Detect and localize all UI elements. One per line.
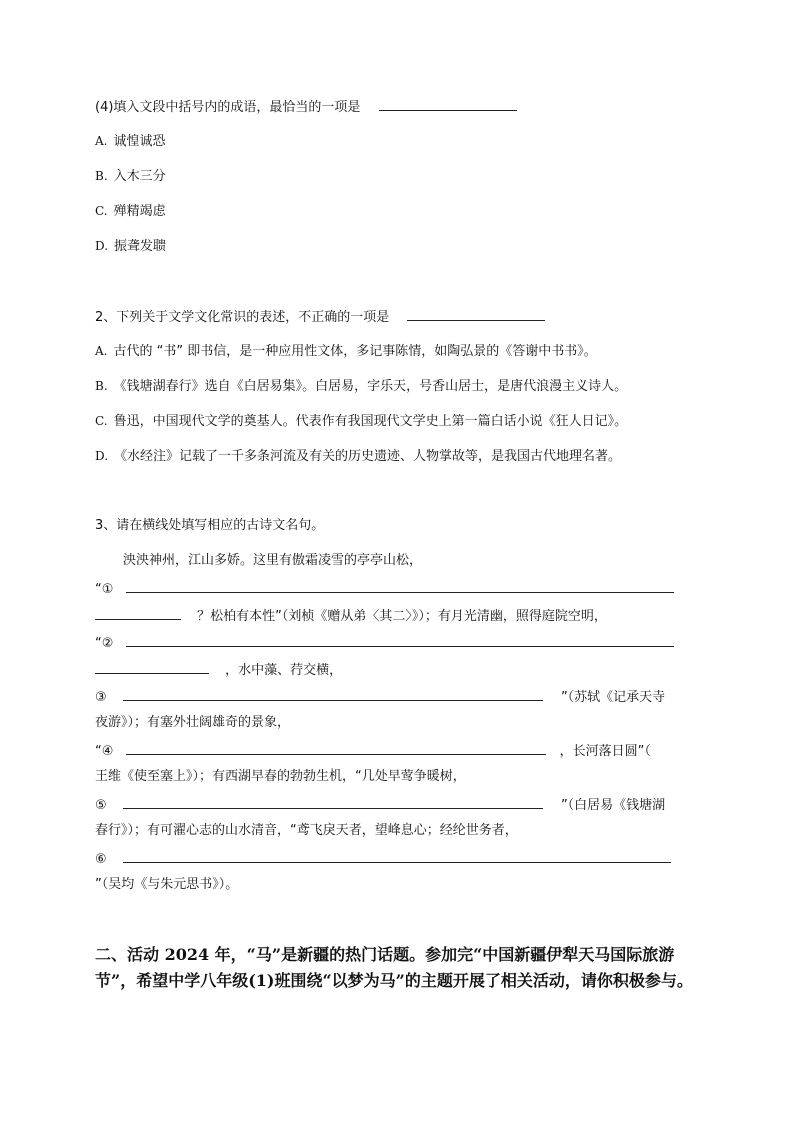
q4-option-b[interactable]: B. 入木三分	[95, 169, 166, 184]
q3-line-9: ⑤ ”（白居易《钱塘湖	[95, 794, 699, 816]
q3-text-intro: 泱泱神州，江山多娇。这里有傲霜凌雪的亭亭山松，	[123, 553, 423, 568]
q3-line-1: “①	[95, 578, 699, 600]
q2-prompt-line	[95, 306, 699, 328]
q4-answer-blank[interactable]	[379, 96, 517, 111]
q3-line-7: “④ ，长河落日圆”（	[95, 740, 699, 762]
q4-prompt-line	[95, 96, 699, 118]
q3-prompt: 3、请在横线处填写相应的古诗文名句。	[95, 518, 325, 533]
blank-6[interactable]	[123, 848, 671, 863]
q2-option-a[interactable]: A. 古代的 “书” 即书信，是一种应用性文体，多记事陈情，如陶弘景的《答谢中书书》。	[95, 344, 597, 359]
blank-1b[interactable]	[95, 605, 181, 620]
q3-line-5: ③ ”（苏轼《记承天寺	[95, 686, 699, 708]
blank-5[interactable]	[123, 794, 543, 809]
q2-prompt: 2、下列关于文学文化常识的表述，不正确的一项是	[95, 310, 390, 325]
q2-option-d[interactable]: D. 《水经注》记载了一千多条河流及有关的历史遗迹、人物掌故等，是我国古代地理名著。	[95, 449, 622, 464]
q3-line-6: 夜游》）；有塞外壮阔雄奇的景象，	[95, 715, 291, 730]
q2-option-b[interactable]: B. 《钱塘湖春行》选自《白居易集》。白居易，字乐天，号香山居士，是唐代浪漫主义诗人。	[95, 379, 628, 394]
blank-2b[interactable]	[95, 659, 209, 674]
blank-2a[interactable]	[126, 632, 674, 647]
q3-line-12: ”（吴均《与朱元思书》）。	[95, 877, 239, 892]
q3-line-4: ，水中藻、荇交横，	[95, 659, 699, 681]
q4-option-a[interactable]: A. 诚惶诚恐	[95, 134, 166, 149]
q4-option-d[interactable]: D. 振聋发聩	[95, 239, 167, 254]
q4-option-c[interactable]: C. 殚精竭虑	[95, 204, 166, 219]
section-2-heading: 二、活动 2024 年，“马”是新疆的热门话题。参加完“中国新疆伊犁天马国际旅游节”，希望中学八年级(1)班围绕“以梦为马”的主题开展了相关活动，请你积极参与。	[95, 945, 693, 990]
q3-line-3: “②	[95, 632, 699, 654]
blank-1a[interactable]	[126, 578, 674, 593]
q3-line-11: ⑥	[95, 848, 699, 870]
q2-answer-blank[interactable]	[407, 306, 545, 321]
blank-4[interactable]	[126, 740, 546, 755]
q2-option-c[interactable]: C. 鲁迅，中国现代文学的奠基人。代表作有我国现代文学史上第一篇白话小说《狂人日记》。	[95, 414, 628, 429]
q3-line-10: 春行》）；有可濯心志的山水清音，“鸢飞戾天者，望峰息心；经纶世务者，	[95, 823, 518, 838]
q3-line-2: ？松柏有本性”（刘桢《赠从弟〈其二〉》）；有月光清幽，照得庭院空明，	[95, 605, 699, 627]
blank-3[interactable]	[123, 686, 543, 701]
q4-prompt: (4)填入文段中括号内的成语，最恰当的一项是	[95, 100, 361, 115]
q3-line-8: 王维《使至塞上》）；有西湖早春的勃勃生机，“几处早莺争暖树，	[95, 769, 466, 784]
